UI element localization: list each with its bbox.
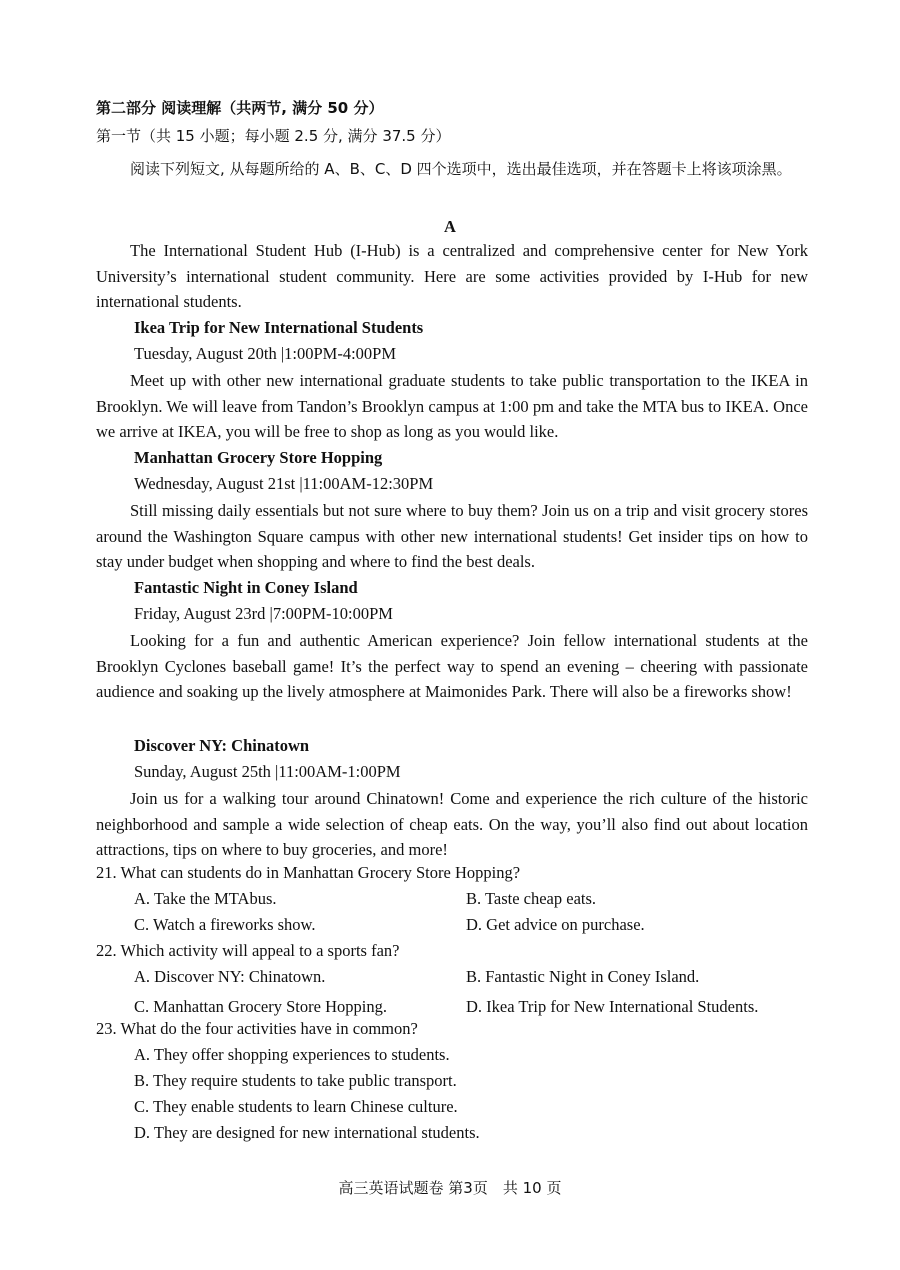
option-d: D. They are designed for new international students.: [134, 1123, 480, 1142]
option-c: C. They enable students to learn Chinese culture.: [134, 1097, 458, 1116]
passage-label: A: [444, 217, 456, 236]
page-footer: 高三英语试题卷 第3页 共 10 页: [338, 1179, 562, 1197]
activity-time: Tuesday, August 20th |1:00PM-4:00PM: [134, 344, 397, 363]
activity-title: Ikea Trip for New International Students: [134, 318, 424, 337]
option-b: B. They require students to take public transport.: [134, 1071, 457, 1090]
option-b: B. Fantastic Night in Coney Island.: [466, 967, 700, 986]
option-b: B. Taste cheap eats.: [466, 889, 597, 908]
passage-intro: The International Student Hub (I-Hub) is a centralized and comprehensive center for New York University’s international student community. Here are some activities provided by I-Hub for new international students.: [96, 241, 808, 311]
activity-time: Sunday, August 25th |11:00AM-1:00PM: [134, 762, 401, 781]
option-c: C. Watch a fireworks show.: [134, 915, 316, 934]
section-title: 第一节（共 15 小题；每小题 2.5 分, 满分 37.5 分）: [96, 127, 451, 145]
activity-description: Still missing daily essentials but not sure where to buy them? Join us on a trip and visit grocery stores around the Washington Square campus with other new international students! Get insider tips on how to stay under budget when shopping and where to find the best deals.: [96, 501, 808, 571]
activity-description: Looking for a fun and authentic American experience? Join fellow international students at the Brooklyn Cyclones baseball game! It’s the perfect way to spend an evening – cheering with passionate audience and soaking up the lively atmosphere at Maimonides Park. There will also be a fireworks show!: [96, 631, 808, 701]
option-d: D. Ikea Trip for New International Students.: [466, 997, 759, 1016]
part-title: 第二部分 阅读理解（共两节, 满分 50 分）: [96, 99, 384, 117]
option-c: C. Manhattan Grocery Store Hopping.: [134, 997, 387, 1016]
option-a: A. They offer shopping experiences to students.: [134, 1045, 450, 1064]
activity-title: Manhattan Grocery Store Hopping: [134, 448, 383, 467]
question-stem: 22. Which activity will appeal to a sports fan?: [96, 941, 400, 960]
question-stem: 21. What can students do in Manhattan Grocery Store Hopping?: [96, 863, 521, 882]
activity-description: Meet up with other new international graduate students to take public transportation to the IKEA in Brooklyn. We will leave from Tandon’s Brooklyn campus at 1:00 pm and take the MTA bus to IKEA. Once we arrive at IKEA, you will be free to shop as long as you would like.: [96, 371, 808, 441]
directions: 阅读下列短文, 从每题所给的 A、B、C、D 四个选项中，选出最佳选项，并在答题卡上将该项涂黑。: [130, 160, 792, 178]
option-a: A. Take the MTAbus.: [134, 889, 277, 908]
activity-description: Join us for a walking tour around Chinatown! Come and experience the rich culture of the historic neighborhood and sample a wide selection of cheap eats. On the way, you’ll also find out about location attractions, tips on where to buy groceries, and more!: [96, 789, 808, 859]
activity-title: Discover NY: Chinatown: [134, 736, 310, 755]
activity-title: Fantastic Night in Coney Island: [134, 578, 358, 597]
activity-time: Wednesday, August 21st |11:00AM-12:30PM: [134, 474, 434, 493]
question-stem: 23. What do the four activities have in common?: [96, 1019, 418, 1038]
option-a: A. Discover NY: Chinatown.: [134, 967, 326, 986]
option-d: D. Get advice on purchase.: [466, 915, 645, 934]
activity-time: Friday, August 23rd |7:00PM-10:00PM: [134, 604, 393, 623]
